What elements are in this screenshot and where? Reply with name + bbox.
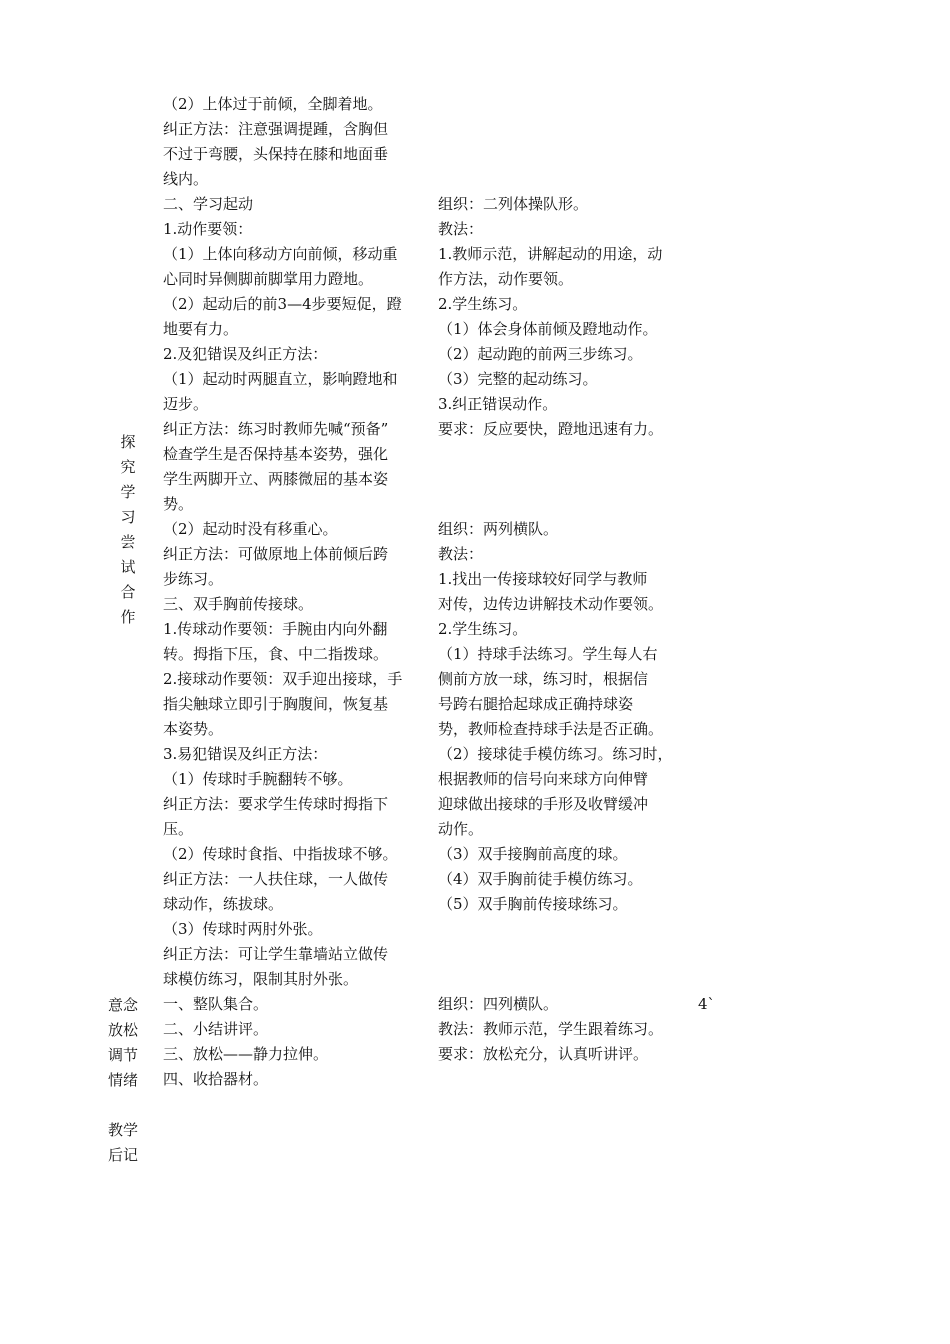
content-line: （1）起动时两腿直立，影响蹬地和	[163, 370, 398, 388]
method-line: （2）起动跑的前两三步练习。	[438, 345, 643, 363]
method-line: （1）体会身体前倾及蹬地动作。	[438, 320, 658, 338]
method-line: （3）完整的起动练习。	[438, 370, 598, 388]
section-label-char: 作	[120, 608, 136, 626]
section-label-char: 习	[120, 508, 136, 526]
method-line: 1.教师示范，讲解起动的用途，动	[438, 245, 663, 263]
content-line: 本姿势。	[163, 720, 224, 738]
content-line: 压。	[163, 820, 194, 838]
content-line: （1）上体向移动方向前倾，移动重	[163, 245, 398, 263]
time-value: 4`	[698, 995, 716, 1013]
section-label-line: 调节	[108, 1046, 139, 1064]
method-line: 组织：二列体操队形。	[438, 195, 589, 213]
method-line: 组织：四列横队。	[438, 995, 559, 1013]
method-line: 根据教师的信号向来球方向伸臂	[438, 770, 649, 788]
section-label-line: 情绪	[108, 1071, 139, 1089]
content-line: 球模仿练习，限制其肘外张。	[163, 970, 359, 988]
method-line: 教法：	[438, 545, 484, 563]
content-line: 势。	[163, 495, 194, 513]
content-line: （1）传球时手腕翻转不够。	[163, 770, 353, 788]
method-line: （2）接球徒手模仿练习。练习时，	[438, 745, 673, 763]
method-line: 教法：教师示范，学生跟着练习。	[438, 1020, 664, 1038]
content-line: 2.接球动作要领：双手迎出接球，手	[163, 670, 403, 688]
content-line: 迈步。	[163, 395, 209, 413]
content-line: 纠正方法：练习时教师先喊“预备”	[163, 420, 389, 438]
method-line: 对传，边传边讲解技术动作要领。	[438, 595, 664, 613]
content-line: 纠正方法：一人扶住球，一人做传	[163, 870, 389, 888]
content-line: 2.及犯错误及纠正方法：	[163, 345, 328, 363]
method-line: 作方法，动作要领。	[438, 270, 574, 288]
content-line: （2）起动时没有移重心。	[163, 520, 338, 538]
method-line: 迎球做出接球的手形及收臂缓冲	[438, 795, 649, 813]
method-line: 组织：两列横队。	[438, 520, 559, 538]
section-label-line: 意念	[108, 996, 139, 1014]
content-line: 纠正方法：可做原地上体前倾后跨	[163, 545, 389, 563]
content-line: 1.传球动作要领：手腕由内向外翻	[163, 620, 388, 638]
content-line: 一、整队集合。	[163, 995, 269, 1013]
content-line: 纠正方法：要求学生传球时拇指下	[163, 795, 389, 813]
content-line: 地要有力。	[163, 320, 239, 338]
content-line: 不过于弯腰，头保持在膝和地面垂	[163, 145, 389, 163]
method-line: 1.找出一传接球较好同学与教师	[438, 570, 648, 588]
content-line: 球动作，练拔球。	[163, 895, 284, 913]
content-line: 纠正方法：注意强调提踵，含胸但	[163, 120, 389, 138]
section-label-line: 放松	[108, 1021, 139, 1039]
content-line: 三、双手胸前传接球。	[163, 595, 314, 613]
content-line: （2）起动后的前3—4步要短促，蹬	[163, 295, 402, 313]
content-line: 1.动作要领：	[163, 220, 253, 238]
method-line: 动作。	[438, 820, 484, 838]
method-line: 教法：	[438, 220, 484, 238]
method-line: （1）持球手法练习。学生每人右	[438, 645, 658, 663]
content-line: 检查学生是否保持基本姿势，强化	[163, 445, 389, 463]
section-label-char: 学	[120, 483, 136, 501]
method-line: 势，教师检查持球手法是否正确。	[438, 720, 664, 738]
method-line: 3.纠正错误动作。	[438, 395, 558, 413]
method-line: 2.学生练习。	[438, 295, 528, 313]
section-label-char: 究	[120, 458, 136, 476]
content-line: 指尖触球立即引于胸腹间，恢复基	[163, 695, 389, 713]
content-line: 学生两脚开立、两膝微屈的基本姿	[163, 470, 389, 488]
content-line: 线内。	[163, 170, 209, 188]
content-line: （3）传球时两肘外张。	[163, 920, 323, 938]
content-line: 步练习。	[163, 570, 224, 588]
content-line: 3.易犯错误及纠正方法：	[163, 745, 328, 763]
content-line: 转。拇指下压，食、中二指拨球。	[163, 645, 389, 663]
section-label-char: 探	[120, 433, 136, 451]
section-label-char: 试	[120, 558, 136, 576]
content-line: 三、放松——静力拉伸。	[163, 1045, 329, 1063]
section-label-char: 尝	[120, 533, 136, 551]
content-line: （2）传球时食指、中指拔球不够。	[163, 845, 398, 863]
content-line: 纠正方法：可让学生靠墙站立做传	[163, 945, 389, 963]
method-line: 要求：反应要快，蹬地迅速有力。	[438, 420, 664, 438]
section-label-line: 教学	[108, 1121, 139, 1139]
content-line: 心同时异侧脚前脚掌用力蹬地。	[163, 270, 374, 288]
method-line: 要求：放松充分，认真听讲评。	[438, 1045, 649, 1063]
method-line: （3）双手接胸前高度的球。	[438, 845, 628, 863]
method-line: （5）双手胸前传接球练习。	[438, 895, 628, 913]
method-line: 号跨右腿拾起球成正确持球姿	[438, 695, 634, 713]
method-line: （4）双手胸前徒手模仿练习。	[438, 870, 643, 888]
section-label-line: 后记	[108, 1146, 139, 1164]
content-line: 四、收拾器材。	[163, 1070, 269, 1088]
section-label-char: 合	[120, 583, 136, 601]
content-line: 二、学习起动	[163, 195, 254, 213]
method-line: 侧前方放一球，练习时，根据信	[438, 670, 649, 688]
method-line: 2.学生练习。	[438, 620, 528, 638]
content-line: 二、小结讲评。	[163, 1020, 269, 1038]
content-line: （2）上体过于前倾，全脚着地。	[163, 95, 383, 113]
